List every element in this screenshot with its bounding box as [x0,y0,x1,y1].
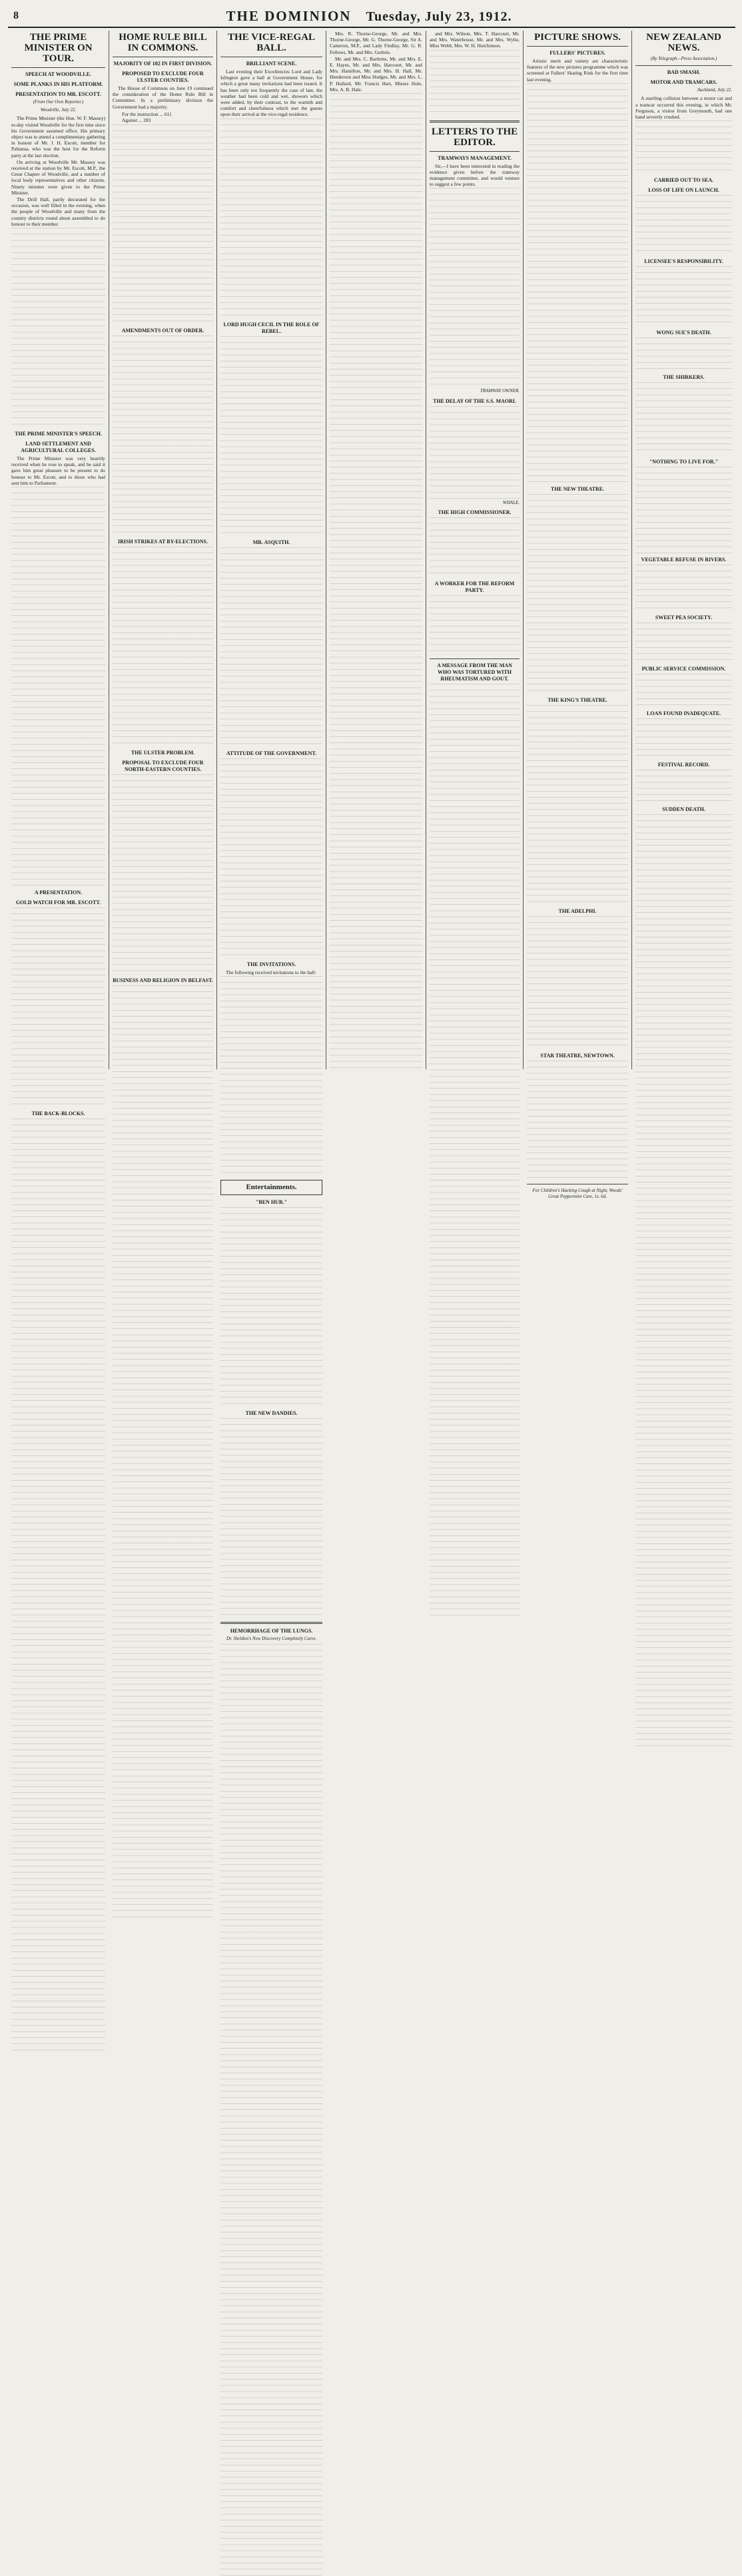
divider [220,1622,322,1624]
column-4 [326,31,426,1069]
text-block [430,595,520,655]
guest-list: Mr. and Mrs. C. Bartlette, Mr. and Mrs. E. E. Hayes, Mr. and Mrs. Harcourt, Mr. and Mrs. Hamilton, Mr. and Mrs. H. Hall, Mr. Henderson and Miss Hodges, Mr. and Mrs. L. P. Hallard, Mr. Francis Hart, Misses Hole, Mrs. A. B. Hale. [330,55,422,93]
section-heading: LOAN FOUND INADEQUATE. [646,710,721,717]
deck: MAJORITY OF 102 IN FIRST DIVISION. [113,61,212,67]
article-paragraph: Artistic merit and variety are characteristic features of the new pictures programme which was screened at Fullers' Skating Rink for the first time last evening. [527,58,628,83]
section-heading: THE INVITATIONS. [246,961,296,967]
deck: SOME PLANKS IN HIS PLATFORM. [13,81,103,87]
text-block [635,266,732,326]
section-heading: THE BACK-BLOCKS. [31,1111,85,1117]
section-heading: STAR THEATRE, NEWTOWN. [540,1052,615,1059]
deck: PROPOSAL TO EXCLUDE FOUR NORTH-EASTERN COUNTIES. [122,760,204,773]
text-block [527,916,628,1049]
column-5 [426,31,524,1069]
text-block [11,907,105,1107]
article-paragraph: Last evening their Excellencies Lord and Lady Islington gave a ball at Government House, for which a great many invitations had been issued. It has been only too frequently the case of late, the weather had been cold and wet, showers which were added, by their contrast, to the warmth and comfort and cheerfulness which met the guests upon their arrival at the vice-regal residence. [220,69,322,118]
section-heading: THE NEW DANDIES. [245,1410,298,1416]
division-result: For the instruction ... 611 Against ... 283 [122,111,172,124]
section-heading: THE ADELPHI. [558,907,597,914]
text-block [220,976,322,1176]
section-heading: PUBLIC SERVICE COMMISSION. [641,666,726,672]
column-6 [524,31,632,1200]
advert-heading: A MESSAGE FROM THE MAN WHO WAS TORTURED WITH RHEUMATISM AND GOUT. [437,662,512,682]
article-paragraph: A startling collision between a motor car and a tramcar occurred this evening, in which Mr. Ferguson, a visitor from Greymouth, had one hand severely crushed. [635,95,732,121]
section-heading: THE NEW THEATRE. [550,485,605,492]
text-block [220,1418,322,1618]
column-2 [109,31,217,1069]
text-block [635,674,732,707]
text-block [113,985,213,1918]
dateline: Auckland, July 22. [697,87,732,93]
section-heading: "BEN HUR." [255,1198,288,1205]
column-3 [217,31,326,1641]
masthead [8,5,735,28]
text-block [635,467,732,553]
press-credit: (By Telegraph—Press Association.) [650,56,717,61]
letter-signature: WHALE. [502,499,520,505]
text-block [11,487,105,886]
text-block [113,125,213,324]
section-heading: THE SHIRKERS. [663,374,705,381]
text-block [635,718,732,758]
columns [8,31,735,1641]
newspaper-title: THE DOMINION [226,7,352,24]
nz-news-headline: NEW ZEALAND NEWS. [646,32,721,53]
vice-regal-headline: THE VICE-REGAL BALL. [227,32,315,53]
section-heading: "NOTHING TO LIVE FOR." [649,459,719,465]
column-1 [8,31,109,1117]
prime-minister-headline: THE PRIME MINISTER ON TOUR. [24,32,93,64]
section-heading: AMENDMENTS OUT OF ORDER. [121,328,204,334]
section-heading: SUDDEN DEATH. [662,806,705,813]
section-heading: THE ULSTER PROBLEM. [131,750,195,756]
deck: SPEECH AT WOODVILLE. [25,71,91,77]
section-heading: THE DELAY OF THE S.S. MAORI. [433,397,516,404]
text-block [11,1119,105,2051]
section-heading: CARRIED OUT TO SEA. [653,177,714,184]
section-heading: BAD SMASH. [667,69,701,76]
deck: PRESENTATION TO MR. ESCOTT. [15,91,101,97]
section-heading: FESTIVAL RECORD. [657,762,710,768]
section-heading: LOSS OF LIFE ON LAUNCH. [648,187,719,194]
section-heading: LAND SETTLEMENT AND AGRICULTURAL COLLEGES. [21,441,96,454]
text-block [220,547,322,747]
text-block [635,565,732,611]
text-block [635,338,732,371]
vote-for-label: For the instruction [122,111,159,117]
text-block [527,705,628,905]
page-number: 8 [13,10,19,21]
section-heading: A WORKER FOR THE REFORM PARTY. [434,580,515,593]
text-block [430,188,520,387]
divider [11,67,105,68]
section-heading: THE PRIME MINISTER'S SPEECH. [15,431,102,437]
article-paragraph: On arriving at Woodville Mr. Massey was received at the station by Mr. Escott, M.P., the Great Chapter of Woodville, and a number of local body representatives and other citizens. Ninety minutes were given to the Prime Minister. [11,158,105,196]
section-heading: TRAMWAYS MANAGEMENT. [438,154,512,161]
picture-shows-headline: PICTURE SHOWS. [534,32,621,43]
vote-against-count: 283 [143,117,151,124]
entertainments-box [220,1180,322,1195]
dateline: Woodville, July 22. [40,107,77,113]
section-heading: IRISH STRIKES AT BY-ELECTIONS. [117,539,208,545]
letters-headline: LETTERS TO THE EDITOR. [431,126,518,148]
deck: PROPOSED TO EXCLUDE FOUR ULSTER COUNTIES. [122,71,204,83]
text-block [220,119,322,318]
divider [635,65,732,66]
section-heading: WONG SUE'S DEATH. [656,330,711,336]
byline: (From Our Own Reporter.) [33,99,84,105]
text-block [430,50,520,117]
text-block [220,758,322,958]
letter-paragraph: Sir,—I have been interested in reading the evidence given before the tramway management committee, and would venture to suggest a few points. [430,162,520,188]
letter-signature: TRAMWAY OWNER. [480,388,520,394]
vote-for-count: 611 [164,111,172,117]
divider [430,151,520,152]
text-block [527,1061,628,1180]
advert-subheading: Dr. Sheldon's New Discovery Completely Cures. [226,1635,317,1641]
text-block [220,1207,322,1407]
text-block [635,382,732,455]
section-heading: MR. ASQUITH. [252,539,290,545]
article-paragraph: The House of Commons on June 19 continued the consideration of the Home Rule Bill in Committee. In a preliminary division the Government had a majority. [113,85,213,110]
text-block [635,770,732,803]
text-block [430,517,520,577]
issue-date: Tuesday, July 23, 1912. [366,9,512,24]
guest-list: and Mrs. Wilson, Mrs. T. Harcourt, Mr. and Mrs. Waterhouse, Mr. and Mrs. Wylie, Miss Webb, Mrs. W. H. Hutchinson. [430,31,520,49]
section-heading: VEGETABLE REFUSE IN RIVERS. [641,557,727,563]
section-heading: GOLD WATCH FOR MR. ESCOTT. [15,900,101,906]
article-paragraph: The Prime Minister (the Hon. W. F. Massey) to-day visited Woodville for the first time since his Government assumed office. His primary object was to attend a complimentary gathering in honour of Mr. J. H. Escott, member for Pahiatua, who was the host for the Reform party at the last election. [11,115,105,158]
text-block [113,774,213,974]
section-heading: A PRESENTATION. [34,890,83,896]
section-heading: THE HIGH COMMISSIONER. [438,509,512,515]
section-heading: FULLERS' PICTURES. [550,50,605,56]
section-heading: THE KING'S THEATRE. [548,696,607,703]
text-block [527,83,628,483]
text-block [635,195,732,255]
text-block [330,93,422,1072]
column-7 [632,31,735,1069]
article-paragraph: The Prime Minister was very heartily received when he rose to speak, and he said it gave him great pleasure to be present to do honour to Mr. Escott, and to those who had sent him to Parliament. [11,455,105,486]
peppermint-cure-ad: For Children's Hacking Cough at Night, Woods' Great Peppermint Cure, 1s. 6d. [532,1187,623,1200]
text-block [430,684,520,1616]
entertainments-heading: Entertainments. [246,1182,297,1191]
text-block [635,121,732,174]
text-block [220,1644,322,2576]
text-block [527,494,628,694]
vote-against-label: Against [122,117,137,124]
advert-heading: HEMORRHAGE OF THE LUNGS. [230,1627,313,1634]
section-heading: LICENSEE'S RESPONSIBILITY. [644,258,723,265]
article-paragraph: The following received invitations to the ball: [226,969,316,975]
guest-list: Mrs. R. Thorne-George, Mr. and Mrs. Thorne-George, Mr. G. Thorne-George, Sir A. Cameron, M.P., and Lady Findlay, Mr. G. R. Fellows, Mr. and Mrs. Guthrie. [330,31,422,55]
section-heading: SWEET PEA SOCIETY. [655,615,713,621]
text-block [430,406,520,499]
deck: BRILLIANT SCENE. [246,61,297,67]
text-block [220,336,322,536]
section-heading: ATTITUDE OF THE GOVERNMENT. [226,750,317,756]
section-heading: MOTOR AND TRAMCARS. [650,79,717,86]
text-block [113,547,213,746]
text-block [113,336,213,535]
text-block [11,228,105,427]
article-paragraph: The Drill Hall, partly decorated for the occasion, was well filled in the evening, when the people of Woodville and many from the country districts round about assembled to do honour to their member. [11,196,105,227]
masthead-title-group [226,8,512,25]
section-heading: LORD HUGH CECIL IN THE ROLE OF REBEL. [223,321,320,334]
text-block [635,814,732,1746]
divider [430,658,520,659]
home-rule-headline: HOME RULE BILL IN COMMONS. [119,32,207,53]
text-block [635,623,732,662]
divider [527,46,628,47]
section-heading: BUSINESS AND RELIGION IN BELFAST. [113,977,213,984]
divider [430,121,520,123]
